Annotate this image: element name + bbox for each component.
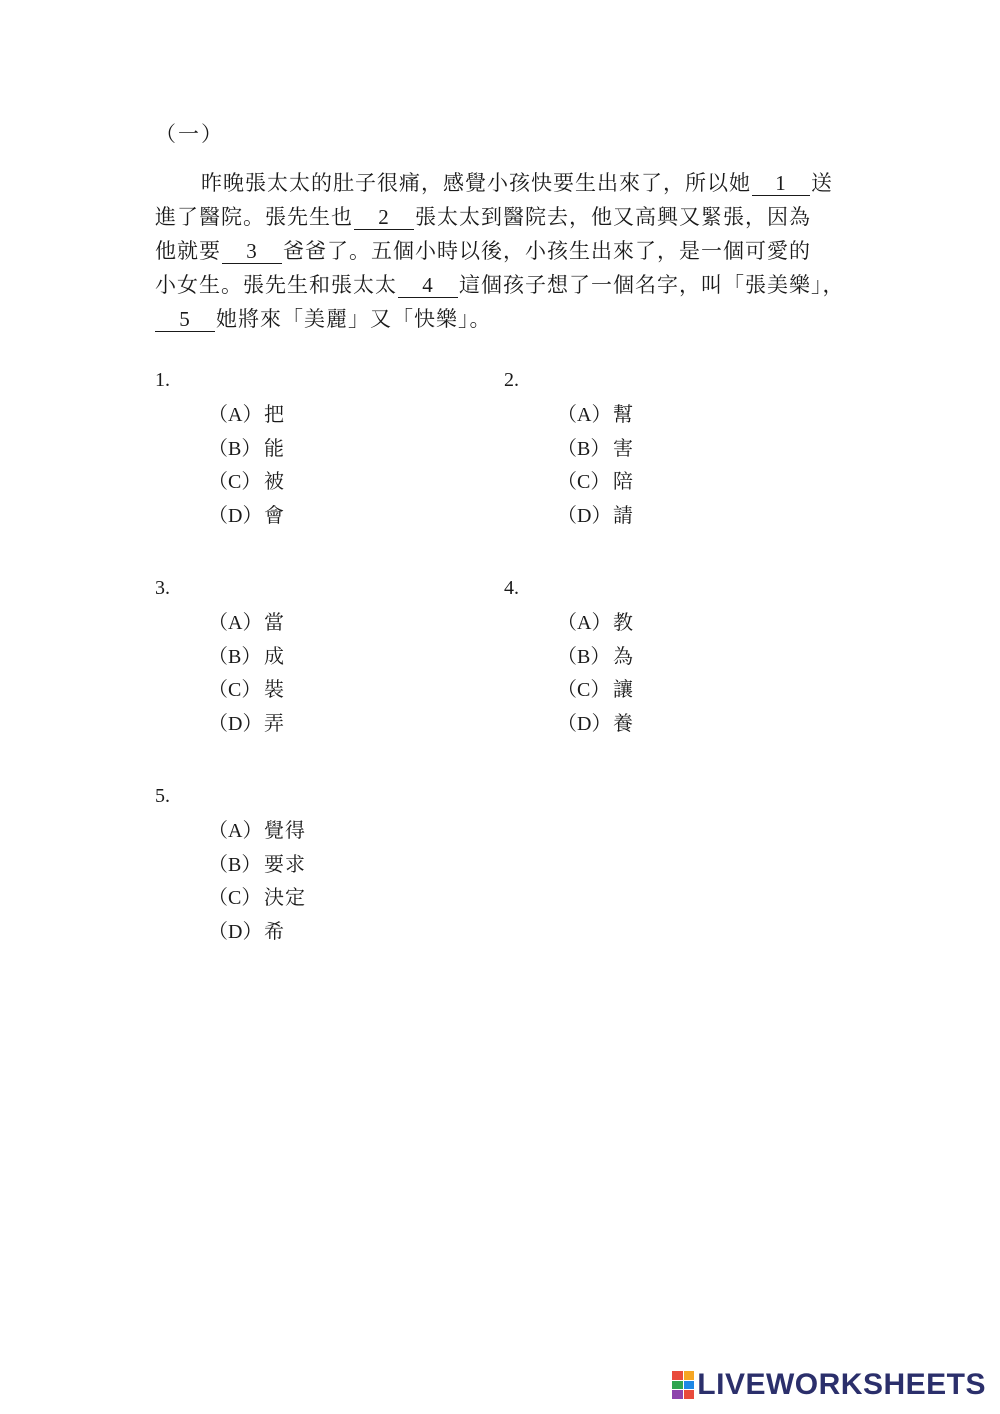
option-label: （C） <box>557 679 611 701</box>
reading-passage <box>155 166 855 336</box>
option-text: 成 <box>264 643 285 668</box>
passage-text: 昨晚張太太的肚子很痛，感覺小孩快要生出來了，所以她 <box>201 171 751 195</box>
option-a[interactable] <box>208 398 285 432</box>
option-label: （A） <box>208 612 263 634</box>
option-label: （C） <box>208 887 262 909</box>
option-label: （D） <box>557 712 612 735</box>
question-1 <box>155 364 285 532</box>
question-number: 5. <box>155 785 170 807</box>
option-list <box>208 606 285 740</box>
section-title: （一） <box>155 122 224 146</box>
passage-text: 這個孩子想了一個名字，叫「張美樂」， <box>459 273 845 297</box>
option-label: （D） <box>208 712 263 735</box>
option-label: （B） <box>208 437 262 460</box>
option-d[interactable] <box>208 499 285 533</box>
watermark-text: LIVEWORKSHEETS <box>697 1368 986 1401</box>
passage-line-3 <box>155 234 855 268</box>
blank-2[interactable]: 2 <box>354 205 414 230</box>
option-label: （B） <box>557 645 611 668</box>
option-b[interactable] <box>557 432 634 466</box>
option-label: （A） <box>557 612 612 634</box>
option-label: （B） <box>208 853 262 876</box>
option-text: 能 <box>264 435 285 460</box>
option-c[interactable] <box>208 673 285 707</box>
option-d[interactable] <box>208 915 306 949</box>
option-text: 裝 <box>264 677 285 701</box>
logo-cell <box>672 1371 683 1380</box>
passage-text: 送 <box>811 171 833 195</box>
option-label: （A） <box>557 404 612 426</box>
logo-cell <box>684 1390 695 1399</box>
option-c[interactable] <box>208 465 285 499</box>
option-text: 要求 <box>264 851 306 876</box>
option-d[interactable] <box>557 499 634 533</box>
option-b[interactable] <box>557 640 634 674</box>
option-label: （D） <box>208 504 263 527</box>
passage-text: 張太太到醫院去，他又高興又緊張，因為 <box>415 205 811 229</box>
option-a[interactable] <box>208 606 285 640</box>
blank-4[interactable]: 4 <box>398 273 458 298</box>
option-text: 幫 <box>613 402 634 426</box>
option-text: 把 <box>264 402 285 426</box>
passage-text: 小女生。張先生和張太太 <box>155 273 397 297</box>
option-label: （A） <box>208 820 263 842</box>
option-text: 陪 <box>613 469 634 493</box>
option-text: 決定 <box>264 885 306 909</box>
option-label: （B） <box>557 437 611 460</box>
blank-1[interactable]: 1 <box>752 171 810 196</box>
option-text: 弄 <box>264 710 285 735</box>
option-text: 教 <box>613 610 634 634</box>
blank-3[interactable]: 3 <box>222 239 282 264</box>
question-number: 4. <box>504 577 519 599</box>
passage-line-2 <box>155 200 855 234</box>
passage-line-1 <box>155 166 855 200</box>
passage-text: 進了醫院。張先生也 <box>155 205 353 229</box>
question-4 <box>504 572 634 740</box>
question-number: 2. <box>504 369 519 391</box>
option-label: （C） <box>208 471 262 493</box>
option-a[interactable] <box>208 814 306 848</box>
option-label: （C） <box>557 471 611 493</box>
question-number: 1. <box>155 369 170 391</box>
option-b[interactable] <box>208 640 285 674</box>
question-2 <box>504 364 634 532</box>
option-c[interactable] <box>557 465 634 499</box>
passage-text: 爸爸了。五個小時以後，小孩生出來了，是一個可愛的 <box>283 239 811 263</box>
option-text: 讓 <box>613 677 634 701</box>
option-text: 害 <box>613 435 634 460</box>
option-text: 覺得 <box>264 818 306 842</box>
logo-cell <box>672 1390 683 1399</box>
option-c[interactable] <box>557 673 634 707</box>
passage-text: 他就要 <box>155 239 221 263</box>
option-a[interactable] <box>557 606 634 640</box>
option-label: （B） <box>208 645 262 668</box>
passage-line-5 <box>155 302 855 336</box>
question-5 <box>155 780 306 948</box>
option-label: （D） <box>557 504 612 527</box>
question-3 <box>155 572 285 740</box>
option-text: 養 <box>613 710 634 735</box>
liveworksheets-watermark <box>672 1368 986 1402</box>
logo-cell <box>672 1381 683 1390</box>
option-text: 被 <box>264 469 285 493</box>
option-b[interactable] <box>208 848 306 882</box>
option-d[interactable] <box>557 707 634 741</box>
passage-text: 她將來「美麗」又「快樂」。 <box>216 307 492 331</box>
option-b[interactable] <box>208 432 285 466</box>
blank-5[interactable]: 5 <box>155 307 215 332</box>
logo-cell <box>684 1371 695 1380</box>
option-text: 為 <box>613 643 634 668</box>
option-c[interactable] <box>208 881 306 915</box>
option-list <box>557 606 634 740</box>
logo-cell <box>684 1381 695 1390</box>
question-number: 3. <box>155 577 170 599</box>
option-label: （D） <box>208 920 263 943</box>
option-list <box>208 398 285 532</box>
option-list <box>208 814 306 948</box>
liveworksheets-logo-icon <box>672 1371 694 1399</box>
option-label: （A） <box>208 404 263 426</box>
option-label: （C） <box>208 679 262 701</box>
option-text: 請 <box>613 502 634 527</box>
option-text: 希 <box>264 918 285 943</box>
option-d[interactable] <box>208 707 285 741</box>
passage-line-4 <box>155 268 855 302</box>
option-text: 會 <box>264 502 285 527</box>
option-a[interactable] <box>557 398 634 432</box>
option-list <box>557 398 634 532</box>
option-text: 當 <box>264 610 285 634</box>
